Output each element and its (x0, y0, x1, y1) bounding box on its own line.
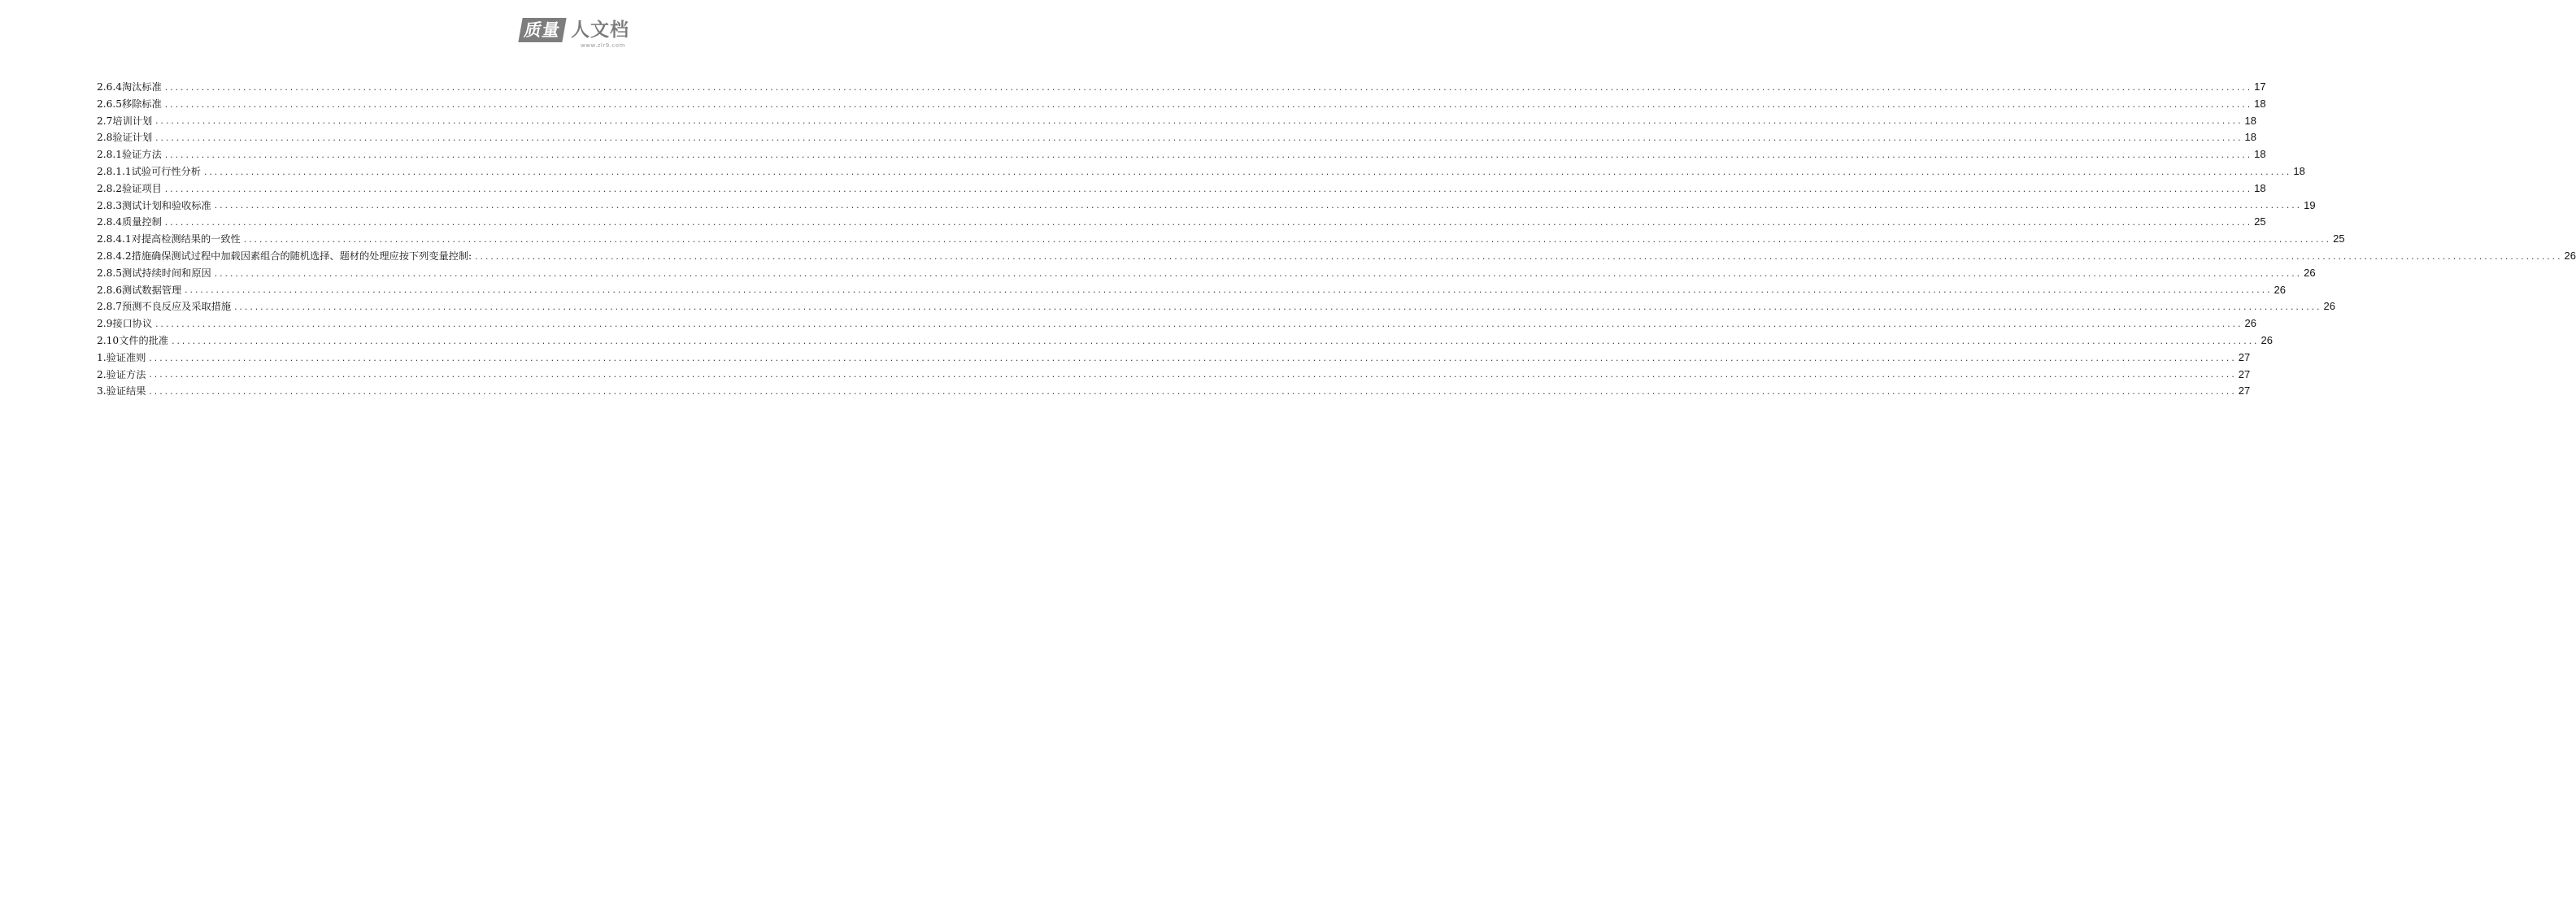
toc-entry-page-number: 18 (2244, 131, 2256, 144)
toc-entry-title: 2.8.4.2措施确保测试过程中加载因素组合的随机选择、题材的处理应按下列变量控制: (97, 250, 472, 262)
toc-dot-leader: ................................................................................................................................................................................................................................................................................................................................................................................................................ (163, 219, 2252, 228)
toc-entry-title: 2.8.2验证项目 (97, 182, 162, 194)
watermark-mark: 质量 (518, 18, 566, 42)
toc-entry-title: 2.8.4质量控制 (97, 216, 162, 228)
toc-entry-page-number: 26 (2323, 300, 2335, 313)
toc-entry[interactable] (97, 332, 2273, 350)
toc-entry[interactable] (97, 214, 2266, 231)
toc-dot-leader: ................................................................................................................................................................................................................................................................................................................................................................................................................ (148, 389, 2236, 397)
toc-entry-page-number: 26 (2261, 333, 2273, 346)
toc-entry-title: 2.6.4淘汰标准 (97, 81, 162, 93)
toc-entry[interactable] (97, 231, 2345, 248)
toc-dot-leader: ................................................................................................................................................................................................................................................................................................................................................................................................................ (163, 101, 2252, 110)
toc-entry-title: 1.验证准则 (97, 351, 146, 363)
toc-dot-leader: ................................................................................................................................................................................................................................................................................................................................................................................................................ (213, 202, 2302, 211)
toc-dot-leader: ................................................................................................................................................................................................................................................................................................................................................................................................................ (154, 118, 2243, 127)
toc-dot-leader: ................................................................................................................................................................................................................................................................................................................................................................................................................ (163, 84, 2252, 93)
toc-entry-title: 2.9接口协议 (97, 318, 153, 330)
toc-entry[interactable] (97, 79, 2266, 96)
toc-entry[interactable] (97, 282, 2286, 299)
toc-dot-leader: ................................................................................................................................................................................................................................................................................................................................................................................................................ (233, 304, 2321, 313)
toc-entry-page-number: 18 (2293, 164, 2305, 177)
toc-entry[interactable] (97, 248, 2576, 265)
toc-dot-leader: ................................................................................................................................................................................................................................................................................................................................................................................................................ (154, 135, 2243, 144)
toc-entry-title: 2.10文件的批准 (97, 334, 169, 346)
toc-entry-page-number: 18 (2244, 114, 2256, 127)
toc-entry[interactable] (97, 146, 2266, 163)
toc-entry[interactable] (97, 383, 2251, 400)
toc-entry-page-number: 26 (2564, 249, 2576, 262)
toc-entry-page-number: 27 (2238, 367, 2251, 380)
toc-dot-leader: ................................................................................................................................................................................................................................................................................................................................................................................................................ (154, 320, 2243, 329)
toc-dot-leader: ................................................................................................................................................................................................................................................................................................................................................................................................................ (148, 371, 2236, 380)
toc-dot-leader: ................................................................................................................................................................................................................................................................................................................................................................................................................ (184, 287, 2272, 296)
toc-entry-page-number: 18 (2254, 97, 2266, 110)
toc-dot-leader: ................................................................................................................................................................................................................................................................................................................................................................................................................ (474, 253, 2562, 262)
toc-entry[interactable] (97, 163, 2305, 180)
toc-entry[interactable] (97, 367, 2251, 384)
toc-entry-title: 2.6.5移除标准 (97, 98, 162, 110)
toc-entry[interactable] (97, 113, 2256, 130)
toc-entry[interactable] (97, 298, 2335, 315)
toc-entry-title: 2.8验证计划 (97, 132, 153, 144)
toc-dot-leader: ................................................................................................................................................................................................................................................................................................................................................................................................................ (171, 337, 2259, 346)
toc-entry-page-number: 27 (2238, 384, 2251, 397)
toc-entry-title: 3.验证结果 (97, 385, 146, 397)
toc-entry-page-number: 25 (2333, 232, 2345, 245)
toc-dot-leader: ................................................................................................................................................................................................................................................................................................................................................................................................................ (163, 151, 2252, 160)
toc-entry-page-number: 26 (2244, 317, 2256, 330)
toc-entry[interactable] (97, 265, 2316, 282)
toc-entry-page-number: 19 (2304, 198, 2316, 211)
toc-entry-title: 2.7培训计划 (97, 115, 153, 127)
toc-entry-title: 2.8.4.1对提高检测结果的一致性 (97, 233, 241, 245)
toc-entry-title: 2.8.7预测不良反应及采取措施 (97, 301, 232, 313)
toc-dot-leader: ................................................................................................................................................................................................................................................................................................................................................................................................................ (213, 270, 2302, 279)
toc-entry-title: 2.验证方法 (97, 368, 146, 380)
toc-entry-page-number: 25 (2254, 215, 2266, 228)
toc-entry-title: 2.8.3测试计划和验收标准 (97, 199, 211, 211)
toc-entry-title: 2.8.1.1试验可行性分析 (97, 165, 201, 177)
toc-entry-page-number: 18 (2254, 148, 2266, 161)
toc-dot-leader: ................................................................................................................................................................................................................................................................................................................................................................................................................ (242, 236, 2331, 245)
toc-entry-page-number: 26 (2304, 266, 2316, 279)
toc-entry[interactable] (97, 180, 2266, 198)
toc-entry-title: 2.8.5测试持续时间和原因 (97, 267, 211, 279)
toc-entry-page-number: 17 (2254, 80, 2266, 93)
toc-entry[interactable] (97, 129, 2256, 146)
toc-entry[interactable] (97, 96, 2266, 113)
watermark-logo (520, 18, 634, 50)
toc-dot-leader: ................................................................................................................................................................................................................................................................................................................................................................................................................ (202, 168, 2291, 177)
watermark-text: 人文档 (571, 20, 629, 41)
toc-entry-title: 2.8.1验证方法 (97, 149, 162, 161)
toc-entry-page-number: 27 (2238, 350, 2251, 363)
toc-entry-title: 2.8.6测试数据管理 (97, 284, 182, 296)
toc-dot-leader: ................................................................................................................................................................................................................................................................................................................................................................................................................ (163, 185, 2252, 194)
toc-entry[interactable] (97, 350, 2251, 367)
toc-entry-page-number: 26 (2274, 283, 2286, 296)
toc-dot-leader: ................................................................................................................................................................................................................................................................................................................................................................................................................ (148, 354, 2236, 363)
toc-entry-page-number: 18 (2254, 181, 2266, 194)
toc-entry[interactable] (97, 198, 2316, 215)
toc-entry[interactable] (97, 315, 2256, 332)
watermark-url: www.zlr9.com (581, 42, 625, 49)
table-of-contents (97, 79, 2576, 400)
